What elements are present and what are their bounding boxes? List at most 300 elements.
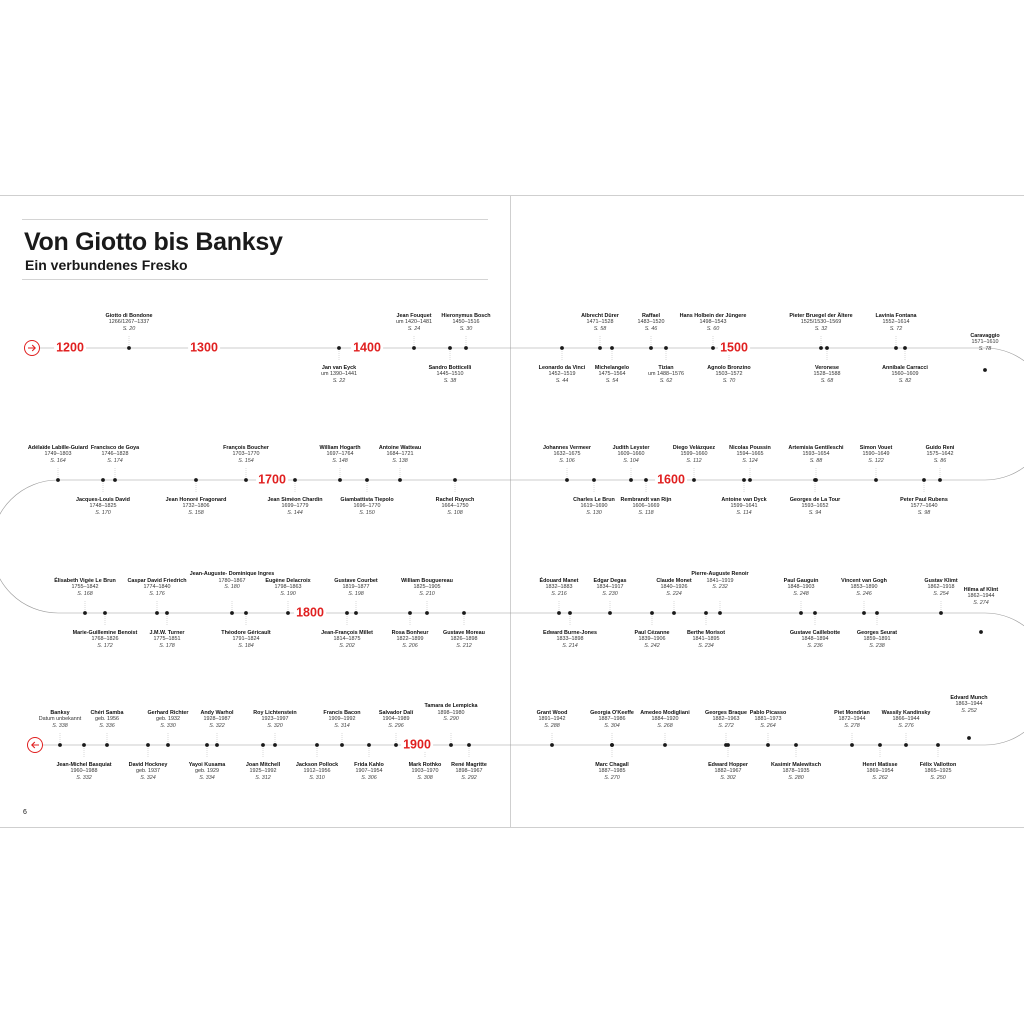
- artist-label: [539, 365, 586, 384]
- artist-name: Caspar David Friedrich: [127, 577, 187, 584]
- artist-label: [875, 313, 916, 332]
- artist-years: 1755–1842: [71, 584, 99, 591]
- page-reference: S. 70: [722, 377, 736, 384]
- artist-dot: [464, 346, 468, 350]
- artist-years: 1904–1989: [382, 716, 410, 723]
- artist-years: 1960–1988: [70, 768, 98, 775]
- artist-label: [223, 445, 269, 464]
- artist-label: [920, 762, 957, 781]
- page-title: Von Giotto bis Banksy: [24, 228, 283, 256]
- page-reference: S. 280: [788, 774, 804, 781]
- page-reference: S. 264: [760, 722, 776, 729]
- artist-label: [900, 497, 948, 516]
- artist-name: Jackson Pollock: [295, 762, 339, 768]
- artist-dot: [649, 346, 653, 350]
- artist-name: Élisabeth Vigée Le Brun: [54, 577, 116, 584]
- artist-name: Gustave Caillebotte: [789, 630, 841, 636]
- artist-dot: [101, 478, 105, 482]
- artist-years: 1863–1944: [955, 701, 983, 708]
- artist-label: [129, 762, 168, 781]
- page-reference: S. 168: [77, 590, 93, 597]
- artist-label: [789, 313, 852, 332]
- artist-dot: [726, 743, 730, 747]
- artist-name: David Hockney: [128, 762, 168, 768]
- artist-label: [750, 710, 787, 729]
- decade-marker: 1700: [258, 472, 286, 487]
- artist-years: 1696–1770: [353, 503, 381, 510]
- artist-label: [621, 497, 672, 516]
- artist-label: [441, 313, 490, 332]
- artist-name: Jean Fouquet: [396, 312, 432, 319]
- artist-dot: [629, 478, 633, 482]
- artist-years: 1882–1963: [712, 716, 740, 723]
- artist-label: [590, 710, 634, 729]
- artist-label: [705, 710, 747, 729]
- artist-dot: [799, 611, 803, 615]
- page-reference: S. 230: [602, 590, 618, 597]
- artist-name: Artemisia Gentileschi: [788, 444, 844, 451]
- artist-years: 1552–1614: [882, 319, 910, 326]
- artist-years: 1266/1267–1337: [108, 319, 150, 326]
- artist-name: Jan van Eyck: [321, 365, 357, 371]
- page-reference: S. 274: [973, 599, 989, 606]
- artist-label: [221, 630, 270, 649]
- artist-name: Jean-Auguste- Dominique Ingres: [189, 571, 275, 578]
- artist-dot: [874, 478, 878, 482]
- artist-years: 1748–1825: [89, 503, 117, 510]
- artist-years: 1887–1985: [598, 768, 626, 775]
- artist-label: [595, 762, 629, 781]
- artist-name: Grant Wood: [536, 709, 568, 716]
- artist-name: Jean Siméon Chardin: [267, 497, 323, 503]
- artist-dot: [813, 611, 817, 615]
- artist-years: 1891–1942: [538, 716, 566, 723]
- artist-years: 1887–1986: [598, 716, 626, 723]
- artist-name: Kasimir Malewitsch: [770, 762, 822, 768]
- page-reference: S. 82: [898, 377, 912, 384]
- artist-dot: [165, 611, 169, 615]
- artist-dot: [850, 743, 854, 747]
- artist-name: Banksy: [50, 709, 70, 716]
- artist-dot: [664, 346, 668, 350]
- artist-name: Pablo Picasso: [749, 709, 787, 716]
- artist-name: Peter Paul Rubens: [900, 497, 948, 503]
- artist-dot: [367, 743, 371, 747]
- artist-dot: [939, 611, 943, 615]
- artist-years: 1749–1803: [44, 451, 72, 458]
- artist-dot: [83, 611, 87, 615]
- artist-label: [634, 630, 669, 649]
- page-reference: S. 54: [605, 377, 619, 384]
- page-reference: S. 216: [551, 590, 567, 597]
- artist-years: 1822–1899: [396, 636, 424, 643]
- artist-dot: [692, 478, 696, 482]
- artist-name: Eugène Delacroix: [265, 577, 311, 584]
- page-reference: S. 272: [718, 722, 734, 729]
- artist-label: [76, 497, 130, 516]
- artist-years: 1684–1721: [386, 451, 414, 458]
- page-reference: S. 22: [332, 377, 346, 384]
- artist-dot: [215, 743, 219, 747]
- artist-label: [926, 445, 955, 464]
- artist-dot: [894, 346, 898, 350]
- artist-years: 1609–1660: [617, 451, 645, 458]
- artist-label: [882, 710, 931, 729]
- artist-dot: [742, 478, 746, 482]
- artist-name: Veronese: [815, 365, 839, 371]
- artist-name: Roy Lichtenstein: [253, 709, 297, 716]
- page-reference: S. 158: [188, 509, 204, 516]
- artist-years: 1814–1875: [333, 636, 361, 643]
- artist-name: William Hogarth: [319, 444, 361, 451]
- artist-label: [91, 710, 124, 729]
- artist-name: Agnolo Bronzino: [707, 365, 751, 371]
- page-reference: S. 24: [407, 325, 421, 332]
- page-reference: S. 304: [604, 722, 620, 729]
- page-reference: S. 242: [644, 642, 660, 649]
- timeline-curve-left: [0, 480, 58, 613]
- artist-dot: [672, 611, 676, 615]
- timeline-curve-right: [985, 613, 1024, 745]
- artist-dot: [293, 478, 297, 482]
- page-reference: S. 62: [659, 377, 673, 384]
- page-reference: S. 118: [638, 509, 654, 516]
- artist-years: 1599–1641: [730, 503, 758, 510]
- artist-years: 1575–1642: [926, 451, 954, 458]
- artist-label: [189, 762, 226, 781]
- artist-years: 1606–1669: [632, 503, 660, 510]
- artist-years: 1571–1610: [971, 339, 999, 346]
- artist-years: 1841–1895: [692, 636, 720, 643]
- page-reference: S. 210: [419, 590, 435, 597]
- artist-label: [200, 710, 233, 729]
- artist-label: [267, 497, 322, 516]
- artist-name: Gustave Courbet: [334, 577, 378, 584]
- artist-label: [253, 710, 296, 729]
- artist-years: 1780–1867: [218, 577, 246, 584]
- artist-years: 1928–1987: [203, 716, 231, 723]
- artist-label: [334, 578, 377, 597]
- artist-name: Rachel Ruysch: [435, 497, 475, 503]
- artist-years: 1878–1935: [782, 768, 810, 775]
- artist-years: 1865–1925: [924, 768, 952, 775]
- artist-label: [150, 630, 185, 649]
- artist-name: Nicolas Poussin: [729, 444, 771, 451]
- page-reference: S. 178: [159, 642, 175, 649]
- artist-label: [91, 445, 139, 464]
- artist-name: Diego Velázquez: [672, 444, 716, 451]
- artist-years: 1593–1654: [802, 451, 830, 458]
- artist-years: 1483–1520: [637, 319, 665, 326]
- artist-dot: [205, 743, 209, 747]
- page-reference: S. 58: [593, 325, 607, 332]
- artist-years: 1746–1828: [101, 451, 129, 458]
- artist-name: Charles Le Brun: [573, 497, 615, 503]
- page-reference: S. 322: [209, 722, 225, 729]
- artist-name: Théodore Géricault: [221, 630, 271, 636]
- artist-dot: [718, 611, 722, 615]
- decade-marker: 1600: [657, 472, 685, 487]
- artist-label: [401, 578, 453, 597]
- artist-dot: [467, 743, 471, 747]
- page-reference: S. 314: [334, 722, 350, 729]
- artist-name: Gustav Klimt: [924, 577, 958, 584]
- artist-name: Georges de La Tour: [789, 497, 841, 503]
- artist-dot: [408, 611, 412, 615]
- artist-label: [784, 578, 819, 597]
- page-reference: S. 190: [280, 590, 296, 597]
- artist-name: Hieronymus Bosch: [441, 312, 491, 319]
- artist-dot: [354, 611, 358, 615]
- page-reference: S. 144: [287, 509, 303, 516]
- artist-years: 1560–1609: [891, 371, 919, 378]
- page-reference: S. 238: [869, 642, 885, 649]
- page-reference: S. 270: [604, 774, 620, 781]
- artist-dot: [598, 346, 602, 350]
- artist-dot: [983, 368, 987, 372]
- artist-label: [436, 497, 475, 516]
- artist-label: [970, 333, 999, 352]
- artist-name: Judith Leyster: [612, 444, 650, 451]
- artist-years: 1925–1992: [249, 768, 277, 775]
- artist-label: [379, 445, 421, 464]
- artist-dot: [340, 743, 344, 747]
- page-reference: S. 104: [623, 457, 639, 464]
- artist-name: Henri Matisse: [862, 762, 898, 768]
- artist-years: 1697–1764: [326, 451, 354, 458]
- artist-years: 1471–1528: [586, 319, 614, 326]
- artist-years: 1528–1588: [813, 371, 841, 378]
- artist-years: 1590–1649: [862, 451, 890, 458]
- page-number: 6: [23, 809, 27, 816]
- artist-name: Tizian: [658, 365, 674, 371]
- page-reference: S. 334: [199, 774, 215, 781]
- artist-name: Rembrandt van Rijn: [620, 497, 672, 503]
- page-reference: S. 138: [392, 457, 408, 464]
- artist-years: 1903–1970: [411, 768, 439, 775]
- page-reference: S. 130: [586, 509, 602, 516]
- artist-dot: [938, 478, 942, 482]
- artist-name: Francisco de Goya: [90, 444, 140, 451]
- artist-years: 1577–1640: [910, 503, 938, 510]
- page-reference: S. 214: [562, 642, 578, 649]
- artist-label: [882, 365, 928, 384]
- artist-dot: [568, 611, 572, 615]
- artist-years: 1819–1877: [342, 584, 370, 591]
- page-reference: S. 232: [712, 584, 728, 591]
- artist-label: [28, 445, 88, 464]
- page-reference: S. 250: [930, 774, 946, 781]
- artist-label: [296, 762, 338, 781]
- artist-name: Andy Warhol: [200, 709, 234, 716]
- artist-label: [841, 578, 887, 597]
- artist-years: um 1488–1576: [648, 371, 684, 378]
- artist-label: [321, 365, 357, 384]
- page-reference: S. 338: [52, 722, 68, 729]
- page-reference: S. 234: [698, 642, 714, 649]
- artist-name: Edvard Munch: [950, 695, 988, 701]
- artist-dot: [337, 346, 341, 350]
- artist-name: Hans Holbein der Jüngere: [679, 312, 747, 319]
- artist-years: 1703–1770: [232, 451, 260, 458]
- artist-years: 1881–1973: [754, 716, 782, 723]
- page-reference: S. 252: [961, 707, 977, 714]
- artist-dot: [338, 478, 342, 482]
- artist-label: [924, 578, 957, 597]
- artist-years: 1775–1851: [153, 636, 181, 643]
- artist-years: 1619–1690: [580, 503, 608, 510]
- artist-label: [814, 365, 841, 384]
- artist-dot: [560, 346, 564, 350]
- artist-dot: [550, 743, 554, 747]
- artist-name: Georgia O'Keeffe: [590, 709, 634, 716]
- artist-label: [638, 313, 665, 332]
- artist-years: 1593–1652: [801, 503, 829, 510]
- artist-name: Vincent van Gogh: [841, 577, 887, 584]
- artist-label: [687, 630, 725, 649]
- artist-years: 1791–1824: [232, 636, 260, 643]
- artist-years: 1866–1944: [892, 716, 920, 723]
- page-reference: S. 288: [544, 722, 560, 729]
- artist-label: [443, 630, 485, 649]
- artist-label: [39, 710, 82, 729]
- artist-dot: [56, 478, 60, 482]
- artist-name: Giotto di Bondone: [105, 312, 153, 319]
- page-reference: S. 262: [872, 774, 888, 781]
- artist-name: Frida Kahlo: [354, 762, 384, 768]
- artist-dot: [825, 346, 829, 350]
- page-reference: S. 176: [149, 590, 165, 597]
- artist-name: Jean-Michel Basquiat: [56, 762, 112, 768]
- artist-label: [656, 578, 691, 597]
- artist-name: William Bouguereau: [401, 577, 453, 584]
- artist-name: Chéri Samba: [90, 709, 124, 716]
- artist-name: Pierre-Auguste Renoir: [691, 571, 749, 578]
- page-subtitle: Ein verbundenes Fresko: [25, 257, 188, 273]
- artist-label: [127, 578, 186, 597]
- page-reference: S. 108: [447, 509, 463, 516]
- decade-marker: 1900: [403, 737, 431, 752]
- page-reference: S. 72: [889, 325, 903, 332]
- artist-dot: [711, 346, 715, 350]
- page-reference: S. 320: [267, 722, 283, 729]
- artist-dot: [449, 743, 453, 747]
- artist-name: Albrecht Dürer: [581, 312, 619, 319]
- artist-dot: [875, 611, 879, 615]
- artist-years: Datum unbekannt: [38, 716, 82, 723]
- artist-label: [788, 445, 843, 464]
- artist-years: 1450–1516: [452, 319, 480, 326]
- artist-dot: [448, 346, 452, 350]
- page-reference: S. 68: [820, 377, 834, 384]
- page-reference: S. 106: [559, 457, 575, 464]
- artist-years: 1594–1665: [736, 451, 764, 458]
- artist-name: Raffael: [642, 312, 660, 319]
- artist-dot: [194, 478, 198, 482]
- page-reference: S. 78: [978, 345, 992, 352]
- artist-name: Joan Mitchell: [245, 762, 281, 768]
- artist-name: Edward Hopper: [708, 762, 748, 768]
- artist-name: René Magritte: [451, 762, 487, 768]
- artist-name: Wassily Kandinsky: [881, 709, 931, 716]
- artist-years: 1826–1898: [450, 636, 478, 643]
- page-reference: S. 308: [417, 774, 433, 781]
- decade-marker: 1800: [296, 605, 324, 620]
- artist-label: [790, 630, 840, 649]
- artist-name: Jean-François Millet: [321, 630, 373, 636]
- artist-dot: [592, 478, 596, 482]
- artist-years: 1834–1917: [596, 584, 624, 591]
- artist-years: 1840–1926: [660, 584, 688, 591]
- artist-name: Berthe Morisot: [686, 630, 726, 636]
- artist-name: Antoine van Dyck: [721, 497, 767, 503]
- artist-label: [790, 497, 841, 516]
- artist-years: 1774–1840: [143, 584, 171, 591]
- artist-label: [323, 710, 360, 729]
- artist-years: 1923–1997: [261, 716, 289, 723]
- artist-label: [265, 578, 310, 597]
- page-reference: S. 202: [339, 642, 355, 649]
- artist-label: [729, 445, 771, 464]
- artist-dot: [230, 611, 234, 615]
- page-reference: S. 148: [332, 457, 348, 464]
- artist-years: 1699–1779: [281, 503, 309, 510]
- artist-name: Simon Vouet: [859, 444, 893, 451]
- artist-name: Caravaggio: [970, 333, 1000, 339]
- page-reference: S. 206: [402, 642, 418, 649]
- artist-dot: [394, 743, 398, 747]
- artist-label: [862, 762, 897, 781]
- artist-name: Edward Burne-Jones: [543, 630, 597, 636]
- artist-years: 1907–1954: [355, 768, 383, 775]
- page-reference: S. 290: [443, 716, 459, 723]
- artist-dot: [903, 346, 907, 350]
- page-reference: S. 46: [644, 325, 658, 332]
- artist-dot: [650, 611, 654, 615]
- decade-marker: 1500: [720, 340, 748, 355]
- artist-name: Pieter Bruegel der Ältere: [789, 312, 853, 319]
- artist-dot: [127, 346, 131, 350]
- artist-years: geb. 1937: [136, 768, 160, 775]
- artist-dot: [748, 478, 752, 482]
- artist-name: Georges Seurat: [856, 630, 898, 636]
- artist-dot: [878, 743, 882, 747]
- page-reference: S. 170: [95, 509, 111, 516]
- artist-dot: [398, 478, 402, 482]
- artist-label: [581, 313, 619, 332]
- artist-dot: [813, 478, 817, 482]
- artist-dot: [819, 346, 823, 350]
- artist-label: [425, 703, 478, 722]
- artist-name: Amedeo Modigliani: [640, 709, 690, 716]
- artist-label: [190, 571, 274, 590]
- page-reference: S. 174: [107, 457, 123, 464]
- artist-name: Claude Monet: [656, 577, 692, 584]
- artist-name: Hilma af Klint: [963, 587, 999, 593]
- page-reference: S. 60: [706, 325, 720, 332]
- artist-dot: [412, 346, 416, 350]
- decade-marker: 1200: [56, 340, 84, 355]
- artist-dot: [453, 478, 457, 482]
- timeline-curve-right: [985, 348, 1024, 480]
- artist-dot: [105, 743, 109, 747]
- artist-label: [147, 710, 188, 729]
- artist-years: geb. 1956: [95, 716, 119, 723]
- artist-name: Tamara de Lempicka: [424, 703, 478, 710]
- artist-years: 1853–1890: [850, 584, 878, 591]
- page-reference: S. 124: [742, 457, 758, 464]
- page-reference: S. 312: [255, 774, 271, 781]
